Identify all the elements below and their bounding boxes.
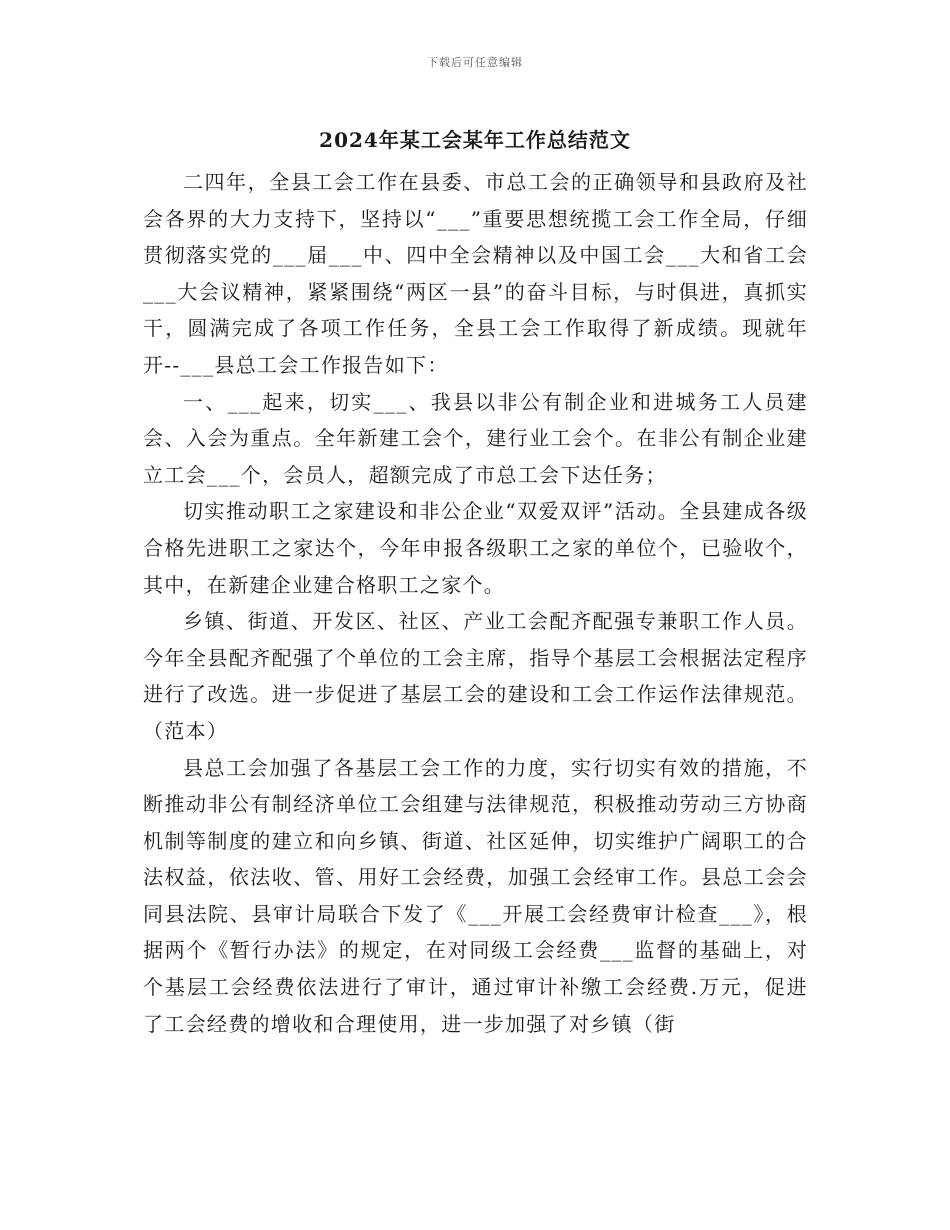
document-title: 2024年某工会某年工作总结范文 <box>319 128 631 152</box>
paragraph-intro: 二四年，全县工会工作在县委、市总工会的正确领导和县政府及社会各界的大力支持下，坚持以“___”重要思想统揽工会工作全局，仔细贯彻落实党的___届___中、四中全会精神以及中国工会___大和省工会___大会议精神，紧紧围绕“两区一县”的奋斗目标，与时俱进，真抓实干，圆满完成了各项工作任务，全县工会工作取得了新成绩。现就年开--___县总工会工作报告如下： <box>143 170 808 377</box>
paragraph-funds-audit: 县总工会加强了各基层工会工作的力度，实行切实有效的措施，不断推动非公有制经济单位工会组建与法律规范，积极推动劳动三方协商机制等制度的建立和向乡镇、街道、社区延伸，切实维护广阔职工的合法权益，依法收、管、用好工会经费，加强工会经审工作。县总工会会同县法院、县审计局联合下发了《___开展工会经费审计检查___》，根据两个《暂行办法》的规定，在对同级工会经费___监督的基础上，对个基层工会经费依法进行了审计，通过审计补缴工会经费.万元，促进了工会经费的增收和合理使用，进一步加强了对乡镇（街 <box>143 755 808 1036</box>
paragraph-workers-home: 切实推动职工之家建设和非公企业“双爱双评”活动。全县建成各级合格先进职工之家达个，今年申报各级职工之家的单位个，已验收个，其中，在新建企业建合格职工之家个。 <box>143 499 808 597</box>
paragraph-union-building: 一、___起来，切实___、我县以非公有制企业和进城务工人员建会、入会为重点。全年新建工会个，建行业工会个。在非公有制企业建立工会___个，会员人，超额完成了市总工会下达任务； <box>143 389 808 487</box>
header-note: 下载后可任意编辑 <box>427 56 523 69</box>
paragraph-staffing: 乡镇、街道、开发区、社区、产业工会配齐配强专兼职工作人员。今年全县配齐配强了个单位的工会主席，指导个基层工会根据法定程序进行了改选。进一步促进了基层工会的建设和工会工作运作法律规范。（范本） <box>143 609 808 743</box>
document-body <box>143 164 808 1042</box>
